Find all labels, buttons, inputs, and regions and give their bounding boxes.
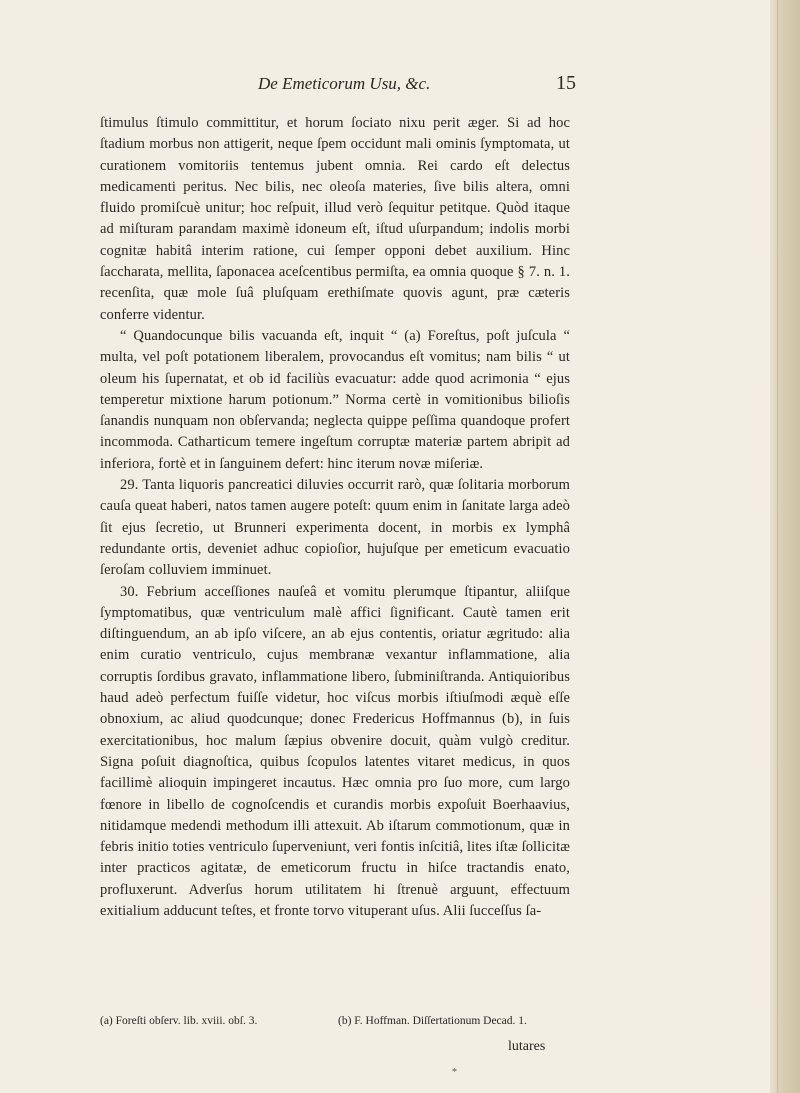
paragraph-3-section-29: 29. Tanta liquoris pancreatici diluvies occurrit rarò, quæ ſolitaria morborum cauſa queat haberi, natos tamen augere poteſt: quum enim in ſanitate larga adeò ſit ejus ſecretio, ut Brunneri experimenta docent, in morbis ex lymphâ redundante ortis, deveniet adhuc copioſior, hujuſque per emeticum evacuatio ſeroſam colluviem imminuet. bbox=[100, 477, 570, 579]
catchword: lutares bbox=[508, 1039, 546, 1054]
footnote-b: (b) F. Hoffman. Diſſertationum Decad. 1. bbox=[338, 1015, 527, 1027]
page-number: 15 bbox=[556, 72, 576, 94]
paragraph-4-section-30: 30. Febrium acceſſiones nauſeâ et vomitu plerumque ſtipantur, aliiſque ſymptomatibus, quæ ventriculum malè affici ſignificant. Cautè tamen erit diſtinguendum, an ab ipſo viſcere, an ab ejus contentis, oriatur ægritudo: alia enim curatio ventriculo, cujus membranæ vexantur inflammatione, alia corruptis ſordibus gravato, inflammatione libero, ſubminiſtranda. Antiquioribus haud adeò perfectum fuiſſe videtur, hoc viſcus morbis iſtiuſmodi æquè eſſe obnoxium, ac aliud quodcunque; donec Fredericus Hoffmannus (b), in ſuis exercitationibus, hoc malum ſæpius obvenire docuit, quàm vulgò creditur. Signa poſuit diagnoſtica, quibus ſcopulos latentes vitaret medicus, in quos facillimè alioquin impingeret incautus. Hæc omnia pro ſuo more, cum largo fœnore in libello de cognoſcendis et curandis morbis expoſuit Boerhaavius, nitidamque medendi methodum illi attexuit. Ab iſtarum commotionum, quæ in febris initio toties ventriculo ſuperveniunt, veri fontis inſcitiâ, lites iſtæ ſollicitæ inter practicos agitatæ, de emeticorum fructu in hiſce tractandis enato, profluxerunt. Adverſus horum utilitatem hi ſtrenuè arguunt, effectuum exitialium adducunt teſtes, et fronte torvo vituperant uſus. Alii ſucceſſus ſa- bbox=[100, 583, 570, 919]
paragraph-1: ſtimulus ſtimulo committitur, et horum ſociato nixu perit æger. Si ad hoc ſtadium morbus non attigerit, neque ſpem occidunt mali ominis ſymptomata, ut curationem vomitoriis tentemus jubent omnia. Rei cardo eſt delectus medicamenti peritus. Nec bilis, nec oleoſa materies, ſive bilis altera, omni fluido promiſcuè unitur; hoc reſpuit, illud verò ſequitur petitque. Quòd itaque ad miſturam parandam maximè idoneum eſt, iſtud uſurpandum; indolis morbi cognitæ habitâ interim ratione, cui ſemper opponi debet auxilium. Hinc ſaccharata, mellita, ſaponacea aceſcentibus permiſta, ea omnia quoque § 7. n. 1. recenſita, quæ mole ſuâ pluſquam erethiſmate quovis agunt, præ cæteris conferre videntur. bbox=[100, 115, 570, 323]
footnote-a: (a) Foreſti obſerv. lib. xviii. obſ. 3. bbox=[100, 1015, 258, 1027]
page-edge bbox=[770, 0, 800, 1093]
page-edge-line bbox=[777, 0, 778, 1093]
running-title: De Emeticorum Usu, &c. bbox=[258, 74, 431, 93]
body-text bbox=[100, 113, 570, 922]
signature-mark: * bbox=[452, 1067, 457, 1078]
paragraph-2: “ Quandocunque bilis vacuanda eſt, inquit “ (a) Foreſtus, poſt juſcula “ multa, vel poſt potationem liberalem, provocandus eſt vomitus; nam bilis “ ut oleum his ſupernatat, et ob id faciliùs evacuatur: adde quod acrimonia “ ejus temperetur mixtione harum potionum.” Norma certè in vomitionibus bilioſis ſanandis nunquam non obſervanda; neglecta quippe peſſima quandoque profert incommoda. Catharticum temere ingeſtum corruptæ materiæ partem abripit ad inferiora, fortè et in ſanguinem defert: hinc iterum novæ miſeriæ. bbox=[100, 327, 570, 472]
running-header bbox=[258, 74, 578, 94]
